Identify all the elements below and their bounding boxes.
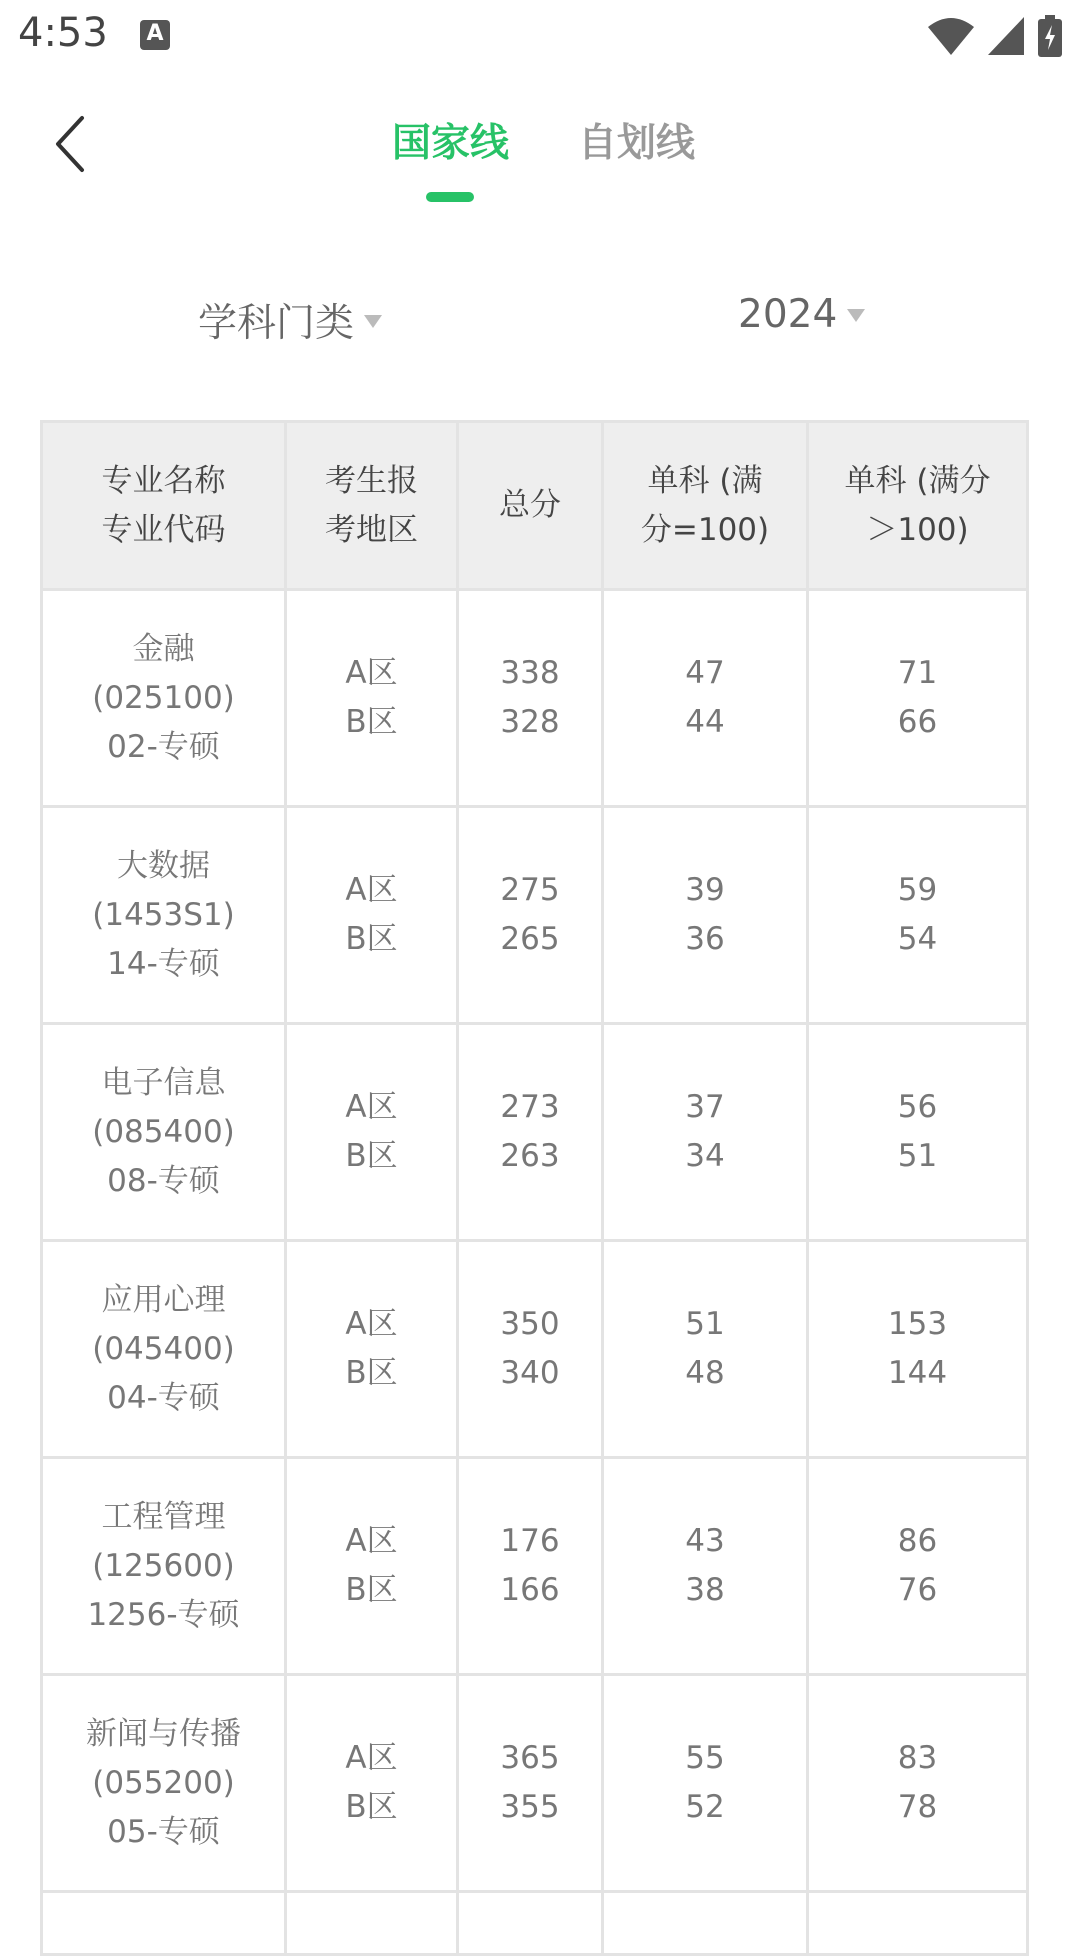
header-total: 总分 — [458, 422, 603, 590]
header-single-over-100: 单科 (满分 ＞100) — [808, 422, 1028, 590]
wifi-icon — [928, 17, 974, 55]
region-cell: A区 B区 — [286, 1458, 458, 1675]
single-100-cell: 37 34 — [603, 1024, 808, 1241]
table-row[interactable] — [42, 1675, 1028, 1892]
major-cell: 工程管理 (125600) 1256-专硕 — [42, 1458, 286, 1675]
table-row[interactable] — [42, 1458, 1028, 1675]
year-label: 2024 — [738, 292, 838, 337]
dropdown-caret-icon — [364, 315, 382, 328]
total-cell: 176 166 — [458, 1458, 603, 1675]
table-row[interactable] — [42, 1241, 1028, 1458]
status-time: 4:53 — [18, 10, 108, 56]
table-row-partial[interactable] — [42, 1892, 1028, 1955]
major-cell: 新闻与传播 (055200) 05-专硕 — [42, 1675, 286, 1892]
major-cell: 大数据 (1453S1) 14-专硕 — [42, 807, 286, 1024]
major-cell: 电子信息 (085400) 08-专硕 — [42, 1024, 286, 1241]
total-cell: 365 355 — [458, 1675, 603, 1892]
total-cell: 350 340 — [458, 1241, 603, 1458]
tab-bar — [0, 112, 1080, 202]
single-over-100-cell: 71 66 — [808, 590, 1028, 807]
region-cell: A区 B区 — [286, 807, 458, 1024]
region-cell: A区 B区 — [286, 1024, 458, 1241]
single-over-100-cell: 83 78 — [808, 1675, 1028, 1892]
table-header-row — [42, 422, 1028, 590]
header-single-100: 单科 (满 分=100) — [603, 422, 808, 590]
single-over-100-cell: 153 144 — [808, 1241, 1028, 1458]
category-label: 学科门类 — [198, 301, 355, 346]
table-row[interactable] — [42, 1024, 1028, 1241]
region-cell: A区 B区 — [286, 1241, 458, 1458]
table-row[interactable] — [42, 807, 1028, 1024]
total-cell: 275 265 — [458, 807, 603, 1024]
single-over-100-cell: 59 54 — [808, 807, 1028, 1024]
header-region: 考生报 考地区 — [286, 422, 458, 590]
tab-national-line[interactable]: 国家线 — [392, 121, 510, 166]
major-cell: 应用心理 (045400) 04-专硕 — [42, 1241, 286, 1458]
year-dropdown[interactable] — [738, 292, 865, 337]
single-100-cell: 43 38 — [603, 1458, 808, 1675]
tab-self-line[interactable]: 自划线 — [578, 121, 696, 166]
single-100-cell: 47 44 — [603, 590, 808, 807]
total-cell: 338 328 — [458, 590, 603, 807]
single-100-cell: 39 36 — [603, 807, 808, 1024]
table-row[interactable] — [42, 590, 1028, 807]
single-over-100-cell: 86 76 — [808, 1458, 1028, 1675]
notification-icon: A — [140, 20, 170, 50]
region-cell: A区 B区 — [286, 1675, 458, 1892]
dropdown-caret-icon — [847, 309, 865, 322]
single-100-cell: 55 52 — [603, 1675, 808, 1892]
single-over-100-cell: 56 51 — [808, 1024, 1028, 1241]
score-table — [40, 420, 1029, 1956]
region-cell: A区 B区 — [286, 590, 458, 807]
status-icons — [928, 14, 1062, 58]
active-tab-indicator — [426, 192, 474, 202]
major-cell: 金融 (025100) 02-专硕 — [42, 590, 286, 807]
category-dropdown[interactable] — [198, 292, 382, 348]
single-100-cell: 51 48 — [603, 1241, 808, 1458]
status-bar — [0, 0, 1080, 74]
total-cell: 273 263 — [458, 1024, 603, 1241]
header-major: 专业名称 专业代码 — [42, 422, 286, 590]
battery-icon — [1038, 15, 1062, 57]
cell-signal-icon — [988, 17, 1024, 55]
